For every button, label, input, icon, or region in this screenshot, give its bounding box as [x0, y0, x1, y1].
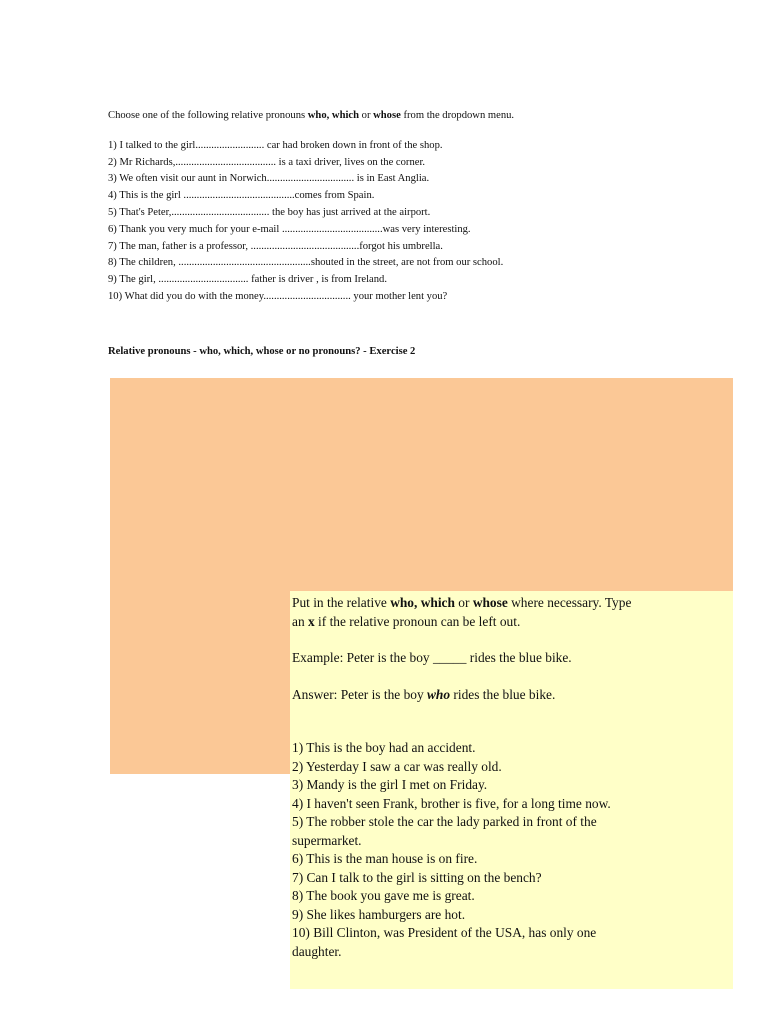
exercise-2-item-4: 4) I haven't seen Frank, brother is five, for a long time now.: [292, 795, 611, 811]
exercise-2-item-7: 7) Can I talk to the girl is sitting on the bench?: [292, 869, 542, 885]
exercise-2-item-5: 5) The robber stole the car the lady parked in front of the supermarket.: [292, 814, 597, 848]
exercise-2-item-9: 9) She likes hamburgers are hot.: [292, 906, 466, 922]
exercise-2-content: [292, 594, 632, 961]
exercise-1-item-8: 8) The children, ..................................................shouted in the street, are not from our school.: [108, 257, 504, 269]
exercise-1-item-1: 1) I talked to the girl.......................... car had broken down in front of the shop.: [108, 139, 443, 151]
exercise-2-title: Relative pronouns - who, which, whose or no pronouns? - Exercise 2: [108, 346, 416, 357]
exercise-1-instruction: Choose one of the following relative pronouns who, which or whose from the dropdown menu.: [108, 110, 515, 121]
exercise-1-item-2: 2) Mr Richards,...................................... is a taxi driver, lives on the corner.: [108, 156, 426, 168]
exercise-1: [108, 108, 668, 306]
exercise-2-item-6: 6) This is the man house is on fire.: [292, 851, 478, 866]
exercise-1-item-6: 6) Thank you very much for your e-mail ......................................was very interesting.: [108, 223, 471, 235]
exercise-2-answer: Answer: Peter is the boy who rides the blue bike.: [292, 686, 556, 702]
exercise-2-item-8: 8) The book you gave me is great.: [292, 888, 475, 903]
exercise-2-example: Example: Peter is the boy _____ rides the blue bike.: [292, 650, 572, 665]
exercise-1-item-5: 5) That's Peter,..................................... the boy has just arrived at the airport.: [108, 206, 431, 218]
exercise-2-item-10: 10) Bill Clinton, was President of the USA, has only one daughter.: [292, 925, 597, 959]
exercise-1-item-3: 3) We often visit our aunt in Norwich................................. is in East Anglia.: [108, 173, 430, 185]
exercise-2-item-3: 3) Mandy is the girl I met on Friday.: [292, 777, 488, 792]
exercise-2-item-2: 2) Yesterday I saw a car was really old.: [292, 758, 502, 774]
exercise-1-item-7: 7) The man, father is a professor, .........................................forgot his umbrella.: [108, 240, 443, 252]
exercise-2-instruction: Put in the relative who, which or whose where necessary. Type an x if the relative pronoun can be left out.: [292, 595, 632, 629]
exercise-1-item-4: 4) This is the girl ..........................................comes from Spain.: [108, 190, 375, 202]
exercise-1-item-10: 10) What did you do with the money................................. your mother lent you?: [108, 290, 448, 302]
exercise-2-item-1: 1) This is the boy had an accident.: [292, 740, 476, 755]
exercise-1-item-9: 9) The girl, .................................. father is driver , is from Ireland.: [108, 274, 388, 286]
